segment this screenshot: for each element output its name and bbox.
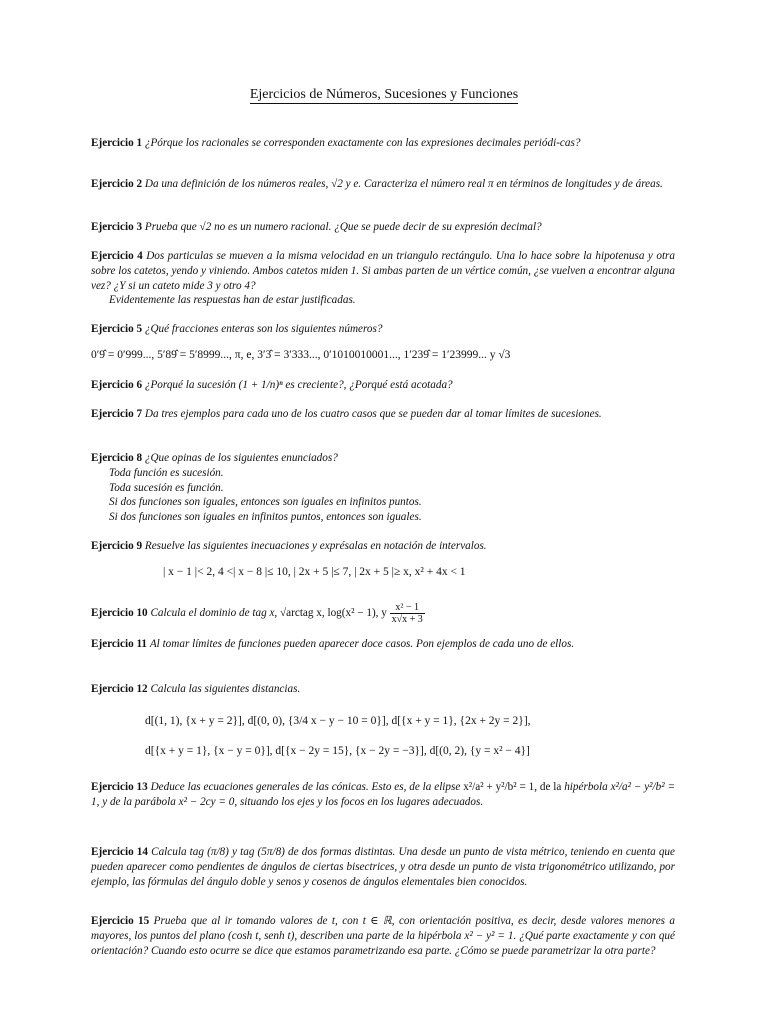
page-title: Ejercicios de Números, Sucesiones y Funciones: [249, 87, 519, 102]
exercise-label: Ejercicio 2: [91, 178, 143, 190]
exercise-label: Ejercicio 4: [91, 250, 143, 262]
exercise-10-functions: √arctag x, log(x² − 1), y: [280, 607, 387, 620]
exercise-2: [91, 177, 675, 192]
exercise-text: Calcula el dominio de tag x,: [150, 607, 278, 620]
exercise-12-distances-line1: d[(1, 1), {x + y = 2}], d[(0, 0), {3/4 x − y − 10 = 0}], d[{x + y = 1}, {2x + 2y = 2}],: [145, 715, 531, 727]
statement-item: Toda función es sucesión.: [109, 466, 224, 479]
exercise-label: Ejercicio 12: [91, 683, 148, 695]
exercise-9-inequalities: | x − 1 |< 2, 4 <| x − 8 |≤ 10, | 2x + 5 |≤ 7, | 2x + 5 |≥ x, x² + 4x < 1: [163, 566, 466, 578]
statement-item: Si dos funciones son iguales, entonces son iguales en infinitos puntos.: [109, 496, 422, 509]
exercise-label: Ejercicio 15: [91, 915, 150, 927]
exercise-text: ¿Que opinas de los siguientes enunciados?: [144, 452, 338, 464]
exercise-7: [91, 407, 675, 422]
exercise-text: Al tomar límites de funciones pueden aparecer doce casos. Pon ejemplos de cada uno de ellos.: [149, 638, 575, 650]
exercise-label: Ejercicio 8: [91, 452, 143, 464]
exercise-8: [91, 451, 675, 525]
fraction: [390, 602, 425, 625]
exercise-text: Dos particulas se mueven a la misma velocidad en un triangulo rectángulo. Una lo hace sobre la hipotenusa y otra sobre los catetos, yendo y viniendo. Ambos catetos miden 1. Si ambas parten de un vértice común, ¿se vuelven a encontrar alguna vez? ¿Y si un cateto mide 3 y otro 4?: [91, 250, 675, 292]
exercise-label: Ejercicio 10: [91, 607, 148, 620]
exercise-text: Prueba que al ir tomando valores de t, con t ∈ ℝ, con orientación positiva, es decir, desde valores menores a mayores, los puntos del plano (cosh t, senh t), describen una parte de la hipérbola x² − y² = 1. ¿Qué parte exactamente y con qué orientación? Cuando esto ocurre se dice que estamos parametrizando esa parte. ¿Cómo se puede parametrizar la otra parte?: [91, 915, 676, 957]
exercise-5: [91, 322, 675, 337]
exercise-6: [91, 378, 675, 393]
exercise-text: Deduce las ecuaciones generales de las cónicas. Esto es, de la elipse: [150, 781, 461, 793]
statement-item: Si dos funciones son iguales en infinitos puntos, entonces son iguales.: [109, 511, 422, 524]
exercise-label: Ejercicio 6: [91, 379, 143, 391]
exercise-label: Ejercicio 7: [91, 408, 143, 420]
exercise-label: Ejercicio 13: [91, 781, 148, 793]
exercise-14: [91, 845, 675, 889]
statement-item: Toda sucesión es función.: [109, 481, 224, 494]
exercise-text: Calcula las siguientes distancias.: [150, 683, 301, 695]
exercise-label: Ejercicio 1: [91, 137, 143, 149]
exercise-12-distances-line2: d[{x + y = 1}, {x − y = 0}], d[{x − 2y = 15}, {x − 2y = −3}], d[(0, 2), {y = x² − 4}]: [145, 745, 530, 757]
hyperbola-parabola-text: x²/a² − y²/b² = 1, y de la parábola x² − 2cy = 0, situando los ejes y los focos en los lugares adecuados.: [91, 781, 675, 808]
exercise-3: [91, 220, 675, 235]
exercise-text: ¿Porqué la sucesión (1 + 1/n)ⁿ es creciente?, ¿Porqué está acotada?: [144, 379, 453, 391]
exercise-text: ¿Qué fracciones enteras son los siguientes números?: [144, 323, 383, 335]
exercise-label: Ejercicio 14: [91, 846, 148, 858]
exercise-text: ¿Pórque los racionales se corresponden exactamente con las expresiones decimales periódi-cas?: [144, 137, 581, 149]
exercise-5-numbers: 0′9̂ = 0′999..., 5′89̂ = 5′8999..., π, e, 3′3̂ = 3′333..., 0′1010010001..., 1′239̂ = 1′23999... y √3: [91, 349, 511, 361]
exercise-15: [91, 914, 675, 958]
exercise-label: Ejercicio 3: [91, 221, 143, 233]
exercise-note: Evidentemente las respuestas han de estar justificadas.: [109, 294, 356, 307]
exercise-label: Ejercicio 9: [91, 540, 143, 552]
exercise-1: [91, 136, 675, 151]
exercise-label: Ejercicio 5: [91, 323, 143, 335]
fraction-denominator: x√x + 3: [391, 614, 423, 625]
exercise-12: [91, 682, 675, 697]
exercise-text: hipérbola: [564, 781, 608, 793]
exercise-10: [91, 602, 675, 625]
exercise-11: [91, 637, 675, 652]
exercise-text: Da una definición de los números reales, √2 y e. Caracteriza el número real π en términos de longitudes y de áreas.: [144, 178, 663, 190]
exercise-text: Calcula tag (π/8) y tag (5π/8) de dos formas distintas. Una desde un punto de vista métrico, teniendo en cuenta que pueden aparecer como pendientes de ángulos de ciertas bisectrices, y otra desde un punto de vista trigonométrico utilizando, por ejemplo, las fórmulas del ángulo doble y senos y cosenos de ángulos elementales bien conocidos.: [91, 846, 675, 888]
exercise-text: Resuelve las siguientes inecuaciones y exprésalas en notación de intervalos.: [144, 540, 487, 552]
exercise-13: [91, 780, 675, 810]
ellipse-equation: x²/a² + y²/b² = 1, de la: [463, 781, 562, 793]
exercise-text: Prueba que √2 no es un numero racional. ¿Que se puede decir de su expresión decimal?: [144, 221, 542, 233]
exercise-label: Ejercicio 11: [91, 638, 148, 650]
fraction-numerator: x² − 1: [390, 602, 425, 614]
exercise-4: [91, 249, 675, 308]
exercise-9: [91, 539, 675, 554]
exercise-text: Da tres ejemplos para cada uno de los cuatro casos que se pueden dar al tomar límites de sucesiones.: [144, 408, 602, 420]
